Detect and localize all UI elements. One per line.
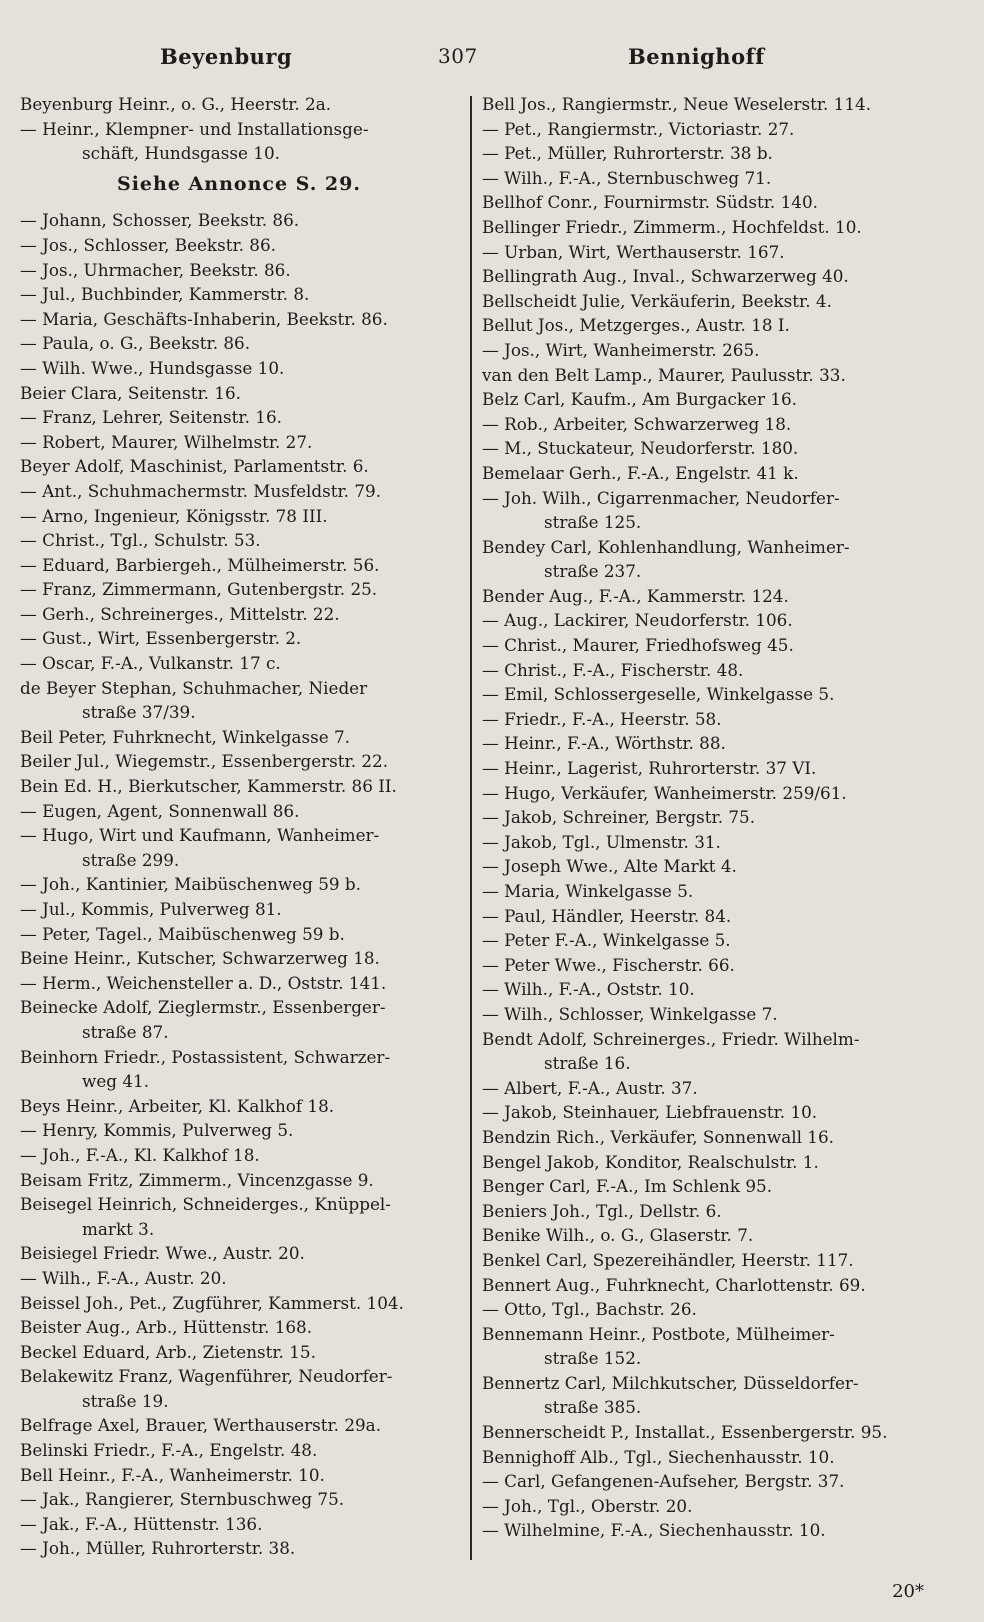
entry-line: de Beyer Stephan, Schuhmacher, Nieder	[20, 677, 368, 698]
directory-entry	[20, 897, 458, 922]
left-column	[20, 92, 458, 1561]
directory-entry	[20, 651, 458, 676]
directory-entry	[482, 1125, 940, 1150]
running-head-right: Bennighoff	[628, 44, 765, 69]
directory-entry	[482, 1150, 940, 1175]
directory-entry	[20, 626, 458, 651]
directory-entry	[482, 608, 940, 633]
directory-entry	[482, 1518, 940, 1543]
directory-entry	[482, 215, 940, 240]
directory-entry	[20, 1315, 458, 1340]
entry-line: — Jakob, Tgl., Ulmenstr. 31.	[482, 831, 721, 852]
entry-line: Benkel Carl, Spezereihändler, Heerstr. 117.	[482, 1249, 854, 1270]
directory-entry	[482, 756, 940, 781]
directory-entry	[20, 1487, 458, 1512]
directory-entry	[20, 922, 458, 947]
entry-line: Bellhof Conr., Fournirmstr. Südstr. 140.	[482, 192, 818, 213]
entry-line: — Peter, Tagel., Maibüschenweg 59 b.	[20, 923, 345, 944]
directory-entry	[482, 633, 940, 658]
directory-entry	[20, 1045, 458, 1094]
entry-line: Bellscheidt Julie, Verkäuferin, Beekstr. 4.	[482, 290, 832, 311]
directory-entry	[482, 854, 940, 879]
directory-entry	[20, 553, 458, 578]
entry-line: Beniers Joh., Tgl., Dellstr. 6.	[482, 1200, 722, 1221]
entry-line: Bender Aug., F.-A., Kammerstr. 124.	[482, 585, 789, 606]
entry-line: — Christ., F.-A., Fischerstr. 48.	[482, 659, 744, 680]
entry-line: — Paula, o. G., Beekstr. 86.	[20, 333, 251, 354]
directory-entry	[20, 405, 458, 430]
directory-entry	[20, 117, 458, 166]
entry-line: — Eduard, Barbiergeh., Mülheimerstr. 56.	[20, 554, 380, 575]
entry-line: — Urban, Wirt, Werthauserstr. 167.	[482, 241, 785, 262]
entry-line: — Gerh., Schreinerges., Mittelstr. 22.	[20, 603, 340, 624]
directory-entry	[482, 117, 940, 142]
directory-entry	[482, 1297, 940, 1322]
directory-entry	[482, 486, 940, 535]
entry-line: Bell Heinr., F.-A., Wanheimerstr. 10.	[20, 1464, 325, 1485]
directory-entry	[482, 535, 940, 584]
entry-line: — Johann, Schosser, Beekstr. 86.	[20, 210, 300, 231]
directory-entry	[20, 1143, 458, 1168]
entry-line: — Peter Wwe., Fischerstr. 66.	[482, 954, 735, 975]
entry-line: van den Belt Lamp., Maurer, Paulusstr. 33.	[482, 364, 846, 385]
directory-entry	[20, 479, 458, 504]
directory-entry	[482, 1322, 940, 1371]
directory-entry	[482, 658, 940, 683]
directory-entry	[20, 749, 458, 774]
directory-entry	[482, 1076, 940, 1101]
entry-continuation: straße 299.	[82, 849, 180, 870]
entry-line: Belinski Friedr., F.-A., Engelstr. 48.	[20, 1440, 318, 1461]
signature-mark: 20*	[892, 1581, 924, 1602]
entry-line: Bein Ed. H., Bierkutscher, Kammerstr. 86 II.	[20, 776, 397, 797]
entry-line: Beys Heinr., Arbeiter, Kl. Kalkhof 18.	[20, 1095, 335, 1116]
directory-entry	[482, 953, 940, 978]
entry-line: — Christ., Tgl., Schulstr. 53.	[20, 530, 261, 551]
directory-entry	[482, 461, 940, 486]
entry-continuation: straße 37/39.	[82, 702, 196, 723]
entry-line: Beister Aug., Arb., Hüttenstr. 168.	[20, 1317, 313, 1338]
directory-entry	[482, 1371, 940, 1420]
entry-line: — Carl, Gefangenen-Aufseher, Bergstr. 37.	[482, 1471, 845, 1492]
directory-entry	[20, 1241, 458, 1266]
entry-line: Beisiegel Friedr. Wwe., Austr. 20.	[20, 1243, 305, 1264]
entry-line: — Oscar, F.-A., Vulkanstr. 17 c.	[20, 653, 281, 674]
directory-entry	[482, 830, 940, 855]
directory-entry	[20, 1536, 458, 1561]
entry-line: Belz Carl, Kaufm., Am Burgacker 16.	[482, 389, 798, 410]
entry-line: — Joh., F.-A., Kl. Kalkhof 18.	[20, 1144, 260, 1165]
entry-line: — Friedr., F.-A., Heerstr. 58.	[482, 708, 722, 729]
directory-entry	[482, 141, 940, 166]
entry-line: — Wilhelmine, F.-A., Siechenhausstr. 10.	[482, 1520, 826, 1541]
entry-line: Bendt Adolf, Schreinerges., Friedr. Wilhelm-	[482, 1028, 860, 1049]
entry-line: — Rob., Arbeiter, Schwarzerweg 18.	[482, 413, 792, 434]
directory-entry	[20, 971, 458, 996]
directory-entry	[482, 1002, 940, 1027]
directory-entry	[482, 928, 940, 953]
entry-line: — Wilh., F.-A., Austr. 20.	[20, 1267, 227, 1288]
entry-line: Bellut Jos., Metzgerges., Austr. 18 I.	[482, 315, 790, 336]
directory-entry	[482, 904, 940, 929]
entry-line: — Peter F.-A., Winkelgasse 5.	[482, 930, 731, 951]
directory-entry	[20, 1168, 458, 1193]
directory-entry	[20, 995, 458, 1044]
advertisement-note: Siehe Annonce S. 29.	[116, 172, 361, 195]
directory-entry	[482, 363, 940, 388]
directory-entry	[20, 946, 458, 971]
entry-line: Benike Wilh., o. G., Glaserstr. 7.	[482, 1225, 754, 1246]
directory-entry	[20, 1266, 458, 1291]
entry-line: Beissel Joh., Pet., Zugführer, Kammerst. 104.	[20, 1292, 404, 1313]
entry-continuation: weg 41.	[82, 1071, 150, 1092]
entry-line: — Wilh., Schlosser, Winkelgasse 7.	[482, 1003, 778, 1024]
entry-line: Beisegel Heinrich, Schneiderges., Knüppel-	[20, 1194, 391, 1215]
directory-entry	[20, 430, 458, 455]
directory-entry	[482, 1223, 940, 1248]
entry-line: — Wilh. Wwe., Hundsgasse 10.	[20, 357, 285, 378]
entry-line: — Heinr., Klempner- und Installationsge-	[20, 118, 369, 139]
entry-line: Bennert Aug., Fuhrknecht, Charlottenstr. 69.	[482, 1274, 866, 1295]
entry-line: Belfrage Axel, Brauer, Werthauserstr. 29a.	[20, 1415, 382, 1436]
entry-line: — Emil, Schlossergeselle, Winkelgasse 5.	[482, 684, 835, 705]
entry-line: Bengel Jakob, Konditor, Realschulstr. 1.	[482, 1151, 819, 1172]
entry-line: — Albert, F.-A., Austr. 37.	[482, 1077, 698, 1098]
directory-entry	[482, 264, 940, 289]
directory-entry	[20, 725, 458, 750]
directory-entry	[482, 1494, 940, 1519]
entry-line: — Jak., Rangierer, Sternbuschweg 75.	[20, 1489, 345, 1510]
entry-line: Beinecke Adolf, Zieglermstr., Essenberger-	[20, 997, 386, 1018]
entry-line: — Heinr., F.-A., Wörthstr. 88.	[482, 733, 726, 754]
entry-continuation: straße 125.	[544, 512, 642, 533]
entry-line: Beil Peter, Fuhrknecht, Winkelgasse 7.	[20, 726, 350, 747]
directory-entry	[482, 1248, 940, 1273]
directory-entry	[482, 1199, 940, 1224]
entry-continuation: straße 19.	[82, 1390, 169, 1411]
directory-entry	[20, 1438, 458, 1463]
directory-entry	[482, 240, 940, 265]
entry-line: Beckel Eduard, Arb., Zietenstr. 15.	[20, 1341, 316, 1362]
running-head-left: Beyenburg	[160, 44, 293, 69]
directory-entry	[20, 504, 458, 529]
entry-line: Bemelaar Gerh., F.-A., Engelstr. 41 k.	[482, 462, 799, 483]
directory-entry	[20, 454, 458, 479]
entry-line: Belakewitz Franz, Wagenführer, Neudorfer-	[20, 1366, 393, 1387]
directory-entry	[482, 1273, 940, 1298]
entry-line: — Paul, Händler, Heerstr. 84.	[482, 905, 732, 926]
entry-line: — Otto, Tgl., Bachstr. 26.	[482, 1299, 697, 1320]
directory-entry	[482, 731, 940, 756]
entry-line: Bellinger Friedr., Zimmerm., Hochfeldst. 10.	[482, 216, 862, 237]
entry-line: Bennertz Carl, Milchkutscher, Düsseldorfer-	[482, 1372, 859, 1393]
directory-entry	[20, 282, 458, 307]
entry-line: — Christ., Maurer, Friedhofsweg 45.	[482, 635, 794, 656]
entry-line: — Jakob, Schreiner, Bergstr. 75.	[482, 807, 756, 828]
directory-entry	[482, 805, 940, 830]
directory-entry	[20, 1512, 458, 1537]
entry-line: Bennerscheidt P., Installat., Essenbergerstr. 95.	[482, 1422, 888, 1443]
entry-continuation: schäft, Hundsgasse 10.	[82, 143, 280, 164]
entry-line: — Wilh., F.-A., Sternbuschweg 71.	[482, 167, 772, 188]
directory-entry	[20, 356, 458, 381]
directory-entry	[20, 1192, 458, 1241]
entry-line: Beine Heinr., Kutscher, Schwarzerweg 18.	[20, 948, 380, 969]
directory-entry	[482, 682, 940, 707]
entry-line: — Joh. Wilh., Cigarrenmacher, Neudorfer-	[482, 487, 840, 508]
directory-entry	[20, 1340, 458, 1365]
entry-line: — Henry, Kommis, Pulverweg 5.	[20, 1120, 294, 1141]
directory-entry	[20, 823, 458, 872]
directory-entry	[20, 307, 458, 332]
directory-entry	[20, 1364, 458, 1413]
entry-line: — Herm., Weichensteller a. D., Oststr. 141.	[20, 972, 387, 993]
entry-line: — Maria, Geschäfts-Inhaberin, Beekstr. 86.	[20, 308, 388, 329]
directory-entry	[482, 436, 940, 461]
entry-line: — Joh., Tgl., Oberstr. 20.	[482, 1495, 693, 1516]
entry-continuation: straße 385.	[544, 1397, 642, 1418]
directory-entry	[482, 977, 940, 1002]
entry-line: — Jos., Schlosser, Beekstr. 86.	[20, 234, 276, 255]
entry-line: — Maria, Winkelgasse 5.	[482, 881, 694, 901]
entry-line: — M., Stuckateur, Neudorferstr. 180.	[482, 438, 799, 459]
entry-line: — Jakob, Steinhauer, Liebfrauenstr. 10.	[482, 1102, 818, 1123]
directory-entry	[482, 313, 940, 338]
entry-line: Beiler Jul., Wiegemstr., Essenbergerstr. 22.	[20, 751, 389, 772]
directory-entry	[482, 190, 940, 215]
directory-entry	[482, 412, 940, 437]
entry-continuation: straße 237.	[544, 561, 642, 582]
entry-line: Bellingrath Aug., Inval., Schwarzerweg 40.	[482, 266, 849, 287]
directory-entry	[20, 676, 458, 725]
entry-line: — Franz, Zimmermann, Gutenbergstr. 25.	[20, 579, 378, 600]
directory-entry	[482, 707, 940, 732]
directory-entry	[20, 208, 458, 233]
directory-entry	[482, 1420, 940, 1445]
entry-line: — Franz, Lehrer, Seitenstr. 16.	[20, 407, 282, 428]
entry-line: — Wilh., F.-A., Oststr. 10.	[482, 979, 695, 1000]
entry-line: Bennemann Heinr., Postbote, Mülheimer-	[482, 1323, 835, 1344]
directory-entry	[20, 331, 458, 356]
entry-line: Bendzin Rich., Verkäufer, Sonnenwall 16.	[482, 1126, 834, 1147]
entry-line: — Ant., Schuhmachermstr. Musfeldstr. 79.	[20, 480, 382, 501]
directory-entry	[20, 1118, 458, 1143]
directory-entry	[20, 872, 458, 897]
page-number: 307	[438, 44, 478, 68]
directory-entry	[482, 1174, 940, 1199]
entry-continuation: straße 87.	[82, 1021, 169, 1042]
entry-line: Bell Jos., Rangiermstr., Neue Weselerstr. 114.	[482, 94, 872, 114]
directory-entry	[482, 584, 940, 609]
entry-line: — Eugen, Agent, Sonnenwall 86.	[20, 800, 300, 821]
column-divider	[470, 96, 472, 1560]
entry-line: — Arno, Ingenieur, Königsstr. 78 III.	[20, 505, 328, 526]
entry-continuation: markt 3.	[82, 1218, 155, 1239]
directory-entry	[20, 92, 458, 117]
directory-entry	[482, 781, 940, 806]
entry-line: — Hugo, Verkäufer, Wanheimerstr. 259/61.	[482, 782, 847, 803]
directory-entry	[20, 528, 458, 553]
entry-line: Beyer Adolf, Maschinist, Parlamentstr. 6.	[20, 456, 369, 477]
entry-line: — Jos., Uhrmacher, Beekstr. 86.	[20, 259, 291, 280]
entry-line: Beyenburg Heinr., o. G., Heerstr. 2a.	[20, 94, 332, 114]
entry-line: — Aug., Lackirer, Neudorferstr. 106.	[482, 610, 793, 631]
entry-line: Beinhorn Friedr., Postassistent, Schwarzer-	[20, 1046, 391, 1067]
directory-entry	[482, 1445, 940, 1470]
entry-line: — Jul., Buchbinder, Kammerstr. 8.	[20, 284, 310, 305]
entry-line: — Gust., Wirt, Essenbergerstr. 2.	[20, 628, 302, 649]
directory-entry	[20, 233, 458, 258]
directory-entry	[20, 1413, 458, 1438]
directory-entry	[482, 879, 940, 904]
directory-entry	[482, 92, 940, 117]
entry-line: — Jos., Wirt, Wanheimerstr. 265.	[482, 339, 760, 360]
entry-line: Beisam Fritz, Zimmerm., Vincenzgasse 9.	[20, 1169, 374, 1190]
directory-entry	[482, 1469, 940, 1494]
entry-line: — Joseph Wwe., Alte Markt 4.	[482, 856, 737, 877]
directory-entry	[482, 166, 940, 191]
entry-line: Bennighoff Alb., Tgl., Siechenhausstr. 10.	[482, 1446, 835, 1467]
entry-line: — Jul., Kommis, Pulverweg 81.	[20, 899, 282, 919]
entry-continuation: straße 152.	[544, 1348, 642, 1369]
directory-entry	[20, 381, 458, 406]
directory-entry	[20, 602, 458, 627]
entry-line: — Pet., Rangiermstr., Victoriastr. 27.	[482, 118, 795, 139]
entry-continuation: straße 16.	[544, 1053, 631, 1074]
directory-entry	[482, 1027, 940, 1076]
directory-entry	[482, 387, 940, 412]
entry-line: Bendey Carl, Kohlenhandlung, Wanheimer-	[482, 536, 850, 557]
directory-entry	[20, 799, 458, 824]
right-column	[482, 92, 940, 1543]
entry-line: — Jak., F.-A., Hüttenstr. 136.	[20, 1513, 263, 1534]
entry-line: — Hugo, Wirt und Kaufmann, Wanheimer-	[20, 825, 380, 846]
entry-line: Benger Carl, F.-A., Im Schlenk 95.	[482, 1176, 773, 1197]
entry-line: — Joh., Müller, Ruhrorterstr. 38.	[20, 1538, 296, 1559]
directory-entry	[20, 577, 458, 602]
entry-line: — Robert, Maurer, Wilhelmstr. 27.	[20, 431, 313, 452]
directory-entry	[482, 1100, 940, 1125]
entry-line: — Pet., Müller, Ruhrorterstr. 38 b.	[482, 143, 773, 164]
directory-entry	[20, 1291, 458, 1316]
directory-entry	[482, 338, 940, 363]
entry-line: Beier Clara, Seitenstr. 16.	[20, 382, 241, 403]
directory-entry	[20, 1463, 458, 1488]
directory-entry	[20, 258, 458, 283]
directory-entry	[20, 1094, 458, 1119]
directory-entry	[20, 774, 458, 799]
entry-line: — Heinr., Lagerist, Ruhrorterstr. 37 VI.	[482, 758, 817, 779]
directory-entry	[482, 289, 940, 314]
entry-line: — Joh., Kantinier, Maibüschenweg 59 b.	[20, 874, 361, 895]
